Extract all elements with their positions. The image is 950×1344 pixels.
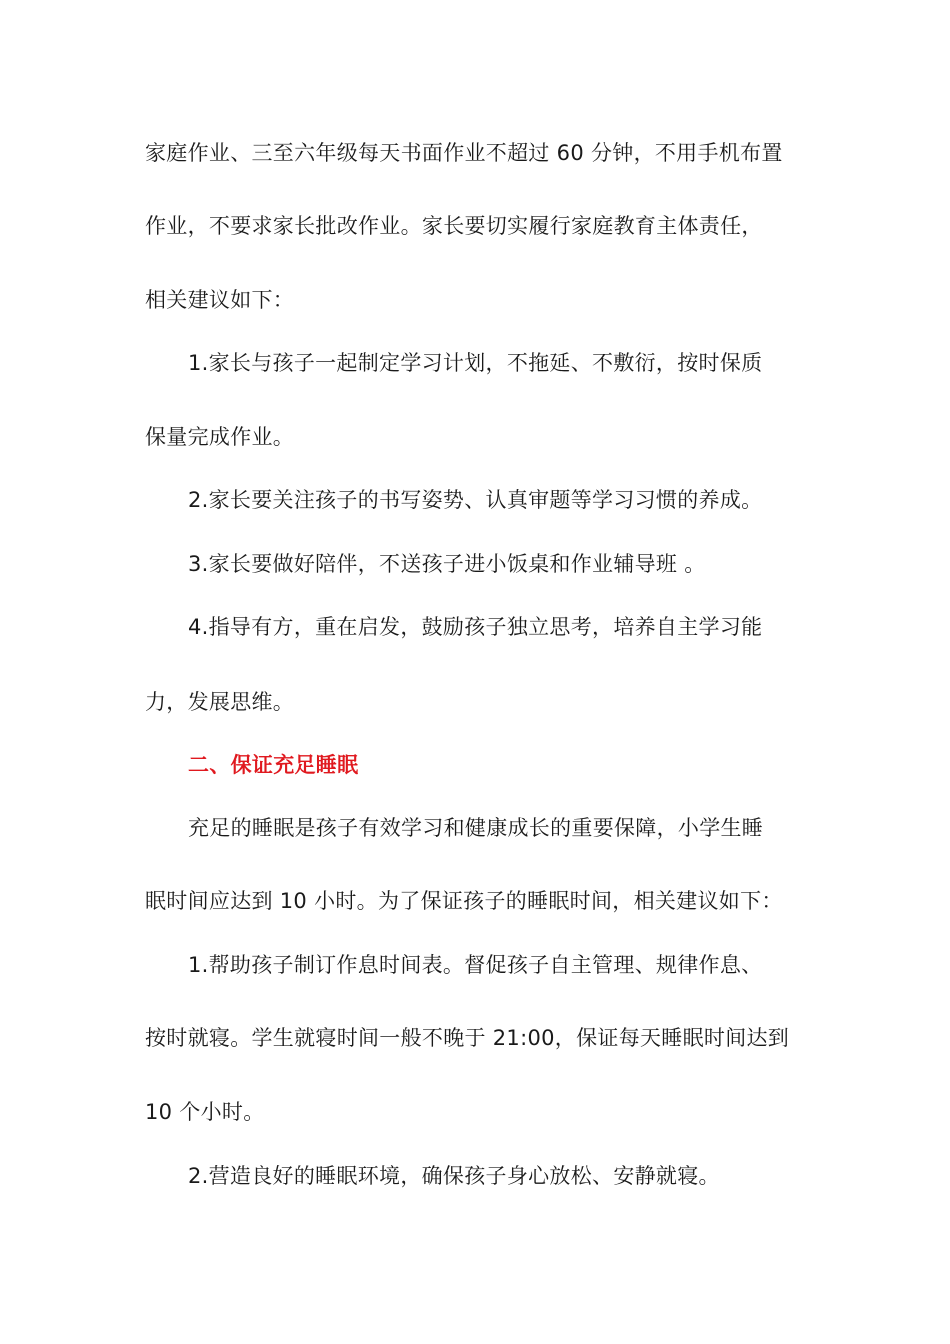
- paragraph-line: 作业，不要求家长批改作业。家长要切实履行家庭教育主体责任，: [145, 214, 763, 238]
- list-item-line: 1.家长与孩子一起制定学习计划，不拖延、不敷衍，按时保质: [188, 351, 763, 375]
- section-heading: 二、保证充足睡眠: [188, 753, 359, 777]
- list-item-line: 保量完成作业。: [145, 425, 295, 449]
- list-item-line: 2.营造良好的睡眠环境，确保孩子身心放松、安静就寝。: [188, 1164, 720, 1188]
- list-item-line: 10 个小时。: [145, 1100, 265, 1124]
- paragraph-line: 充足的睡眠是孩子有效学习和健康成长的重要保障，小学生睡: [188, 816, 764, 840]
- paragraph-line: 眠时间应达到 10 小时。为了保证孩子的睡眠时间，相关建议如下：: [145, 889, 783, 913]
- paragraph-line: 家庭作业、三至六年级每天书面作业不超过 60 分钟，不用手机布置: [145, 141, 783, 165]
- list-item-line: 力，发展思维。: [145, 690, 295, 714]
- list-item-line: 3.家长要做好陪伴，不送孩子进小饭桌和作业辅导班 。: [188, 552, 706, 576]
- list-item-line: 2.家长要关注孩子的书写姿势、认真审题等学习习惯的养成。: [188, 488, 763, 512]
- list-item-line: 按时就寝。学生就寝时间一般不晚于 21:00，保证每天睡眠时间达到: [145, 1026, 790, 1050]
- paragraph-line: 相关建议如下：: [145, 288, 295, 312]
- list-item-line: 4.指导有方，重在启发，鼓励孩子独立思考，培养自主学习能: [188, 615, 763, 639]
- list-item-line: 1.帮助孩子制订作息时间表。督促孩子自主管理、规律作息、: [188, 953, 763, 977]
